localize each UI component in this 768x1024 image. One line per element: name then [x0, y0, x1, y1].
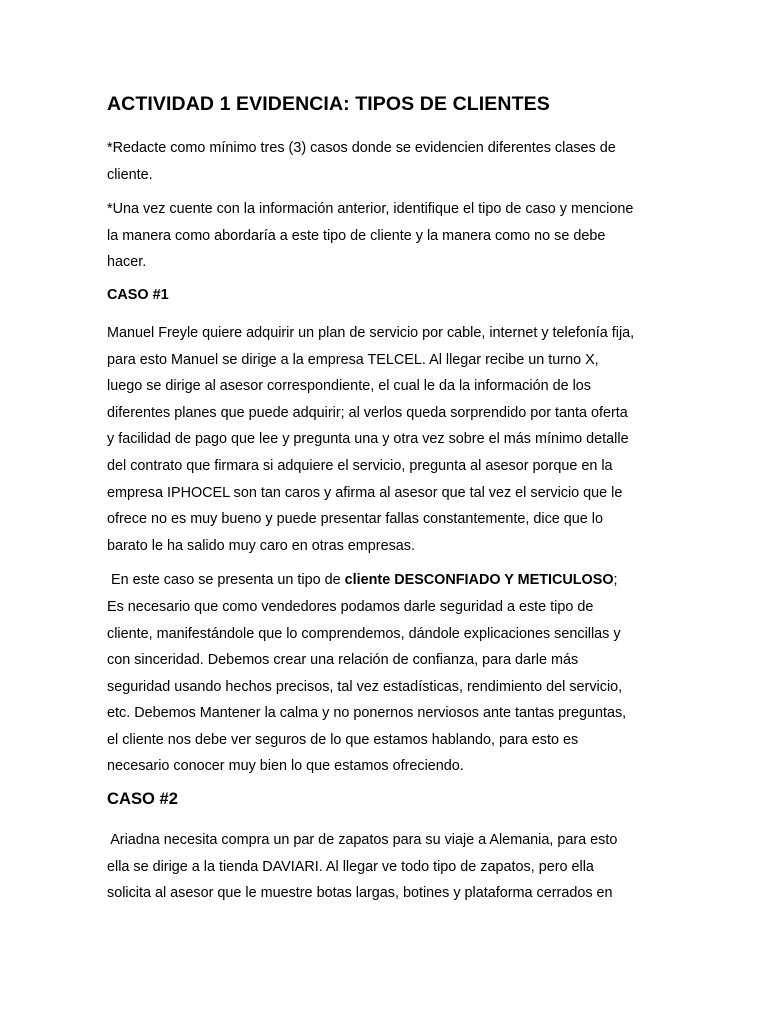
text-line: la manera como abordaría a este tipo de cliente y la manera como no se debe — [107, 227, 606, 244]
text-line: con sinceridad. Debemos crear una relación de confianza, para darle más — [107, 652, 579, 669]
text-line: Manuel Freyle quiere adquirir un plan de servicio por cable, internet y telefonía fija, — [107, 324, 635, 341]
text-line: cliente, manifestándole que lo comprendemos, dándole explicaciones sencillas y — [107, 625, 621, 642]
text-line: hacer. — [107, 254, 147, 271]
document-title: ACTIVIDAD 1 EVIDENCIA: TIPOS DE CLIENTES — [107, 93, 550, 115]
text-line: Es necesario que como vendedores podamos darle seguridad a este tipo de — [107, 598, 594, 615]
analysis-prefix: En este caso se presenta un tipo de — [107, 572, 345, 589]
text-line: del contrato que firmara si adquiere el servicio, pregunta al asesor porque en la — [107, 457, 613, 474]
document-body — [107, 92, 667, 915]
analysis-suffix: ; — [613, 572, 618, 589]
caso-1-analysis — [107, 567, 667, 780]
text-line: ella se dirige a la tienda DAVIARI. Al llegar ve todo tipo de zapatos, pero ella — [107, 858, 594, 875]
text-line: el cliente nos debe ver seguros de lo que estamos hablando, para esto es — [107, 731, 579, 748]
text-line: etc. Debemos Mantener la calma y no ponernos nerviosos ante tantas preguntas, — [107, 705, 627, 722]
caso-1-heading: CASO #1 — [107, 286, 169, 303]
text-line: cliente. — [107, 166, 153, 183]
text-line: empresa IPHOCEL son tan caros y afirma al asesor que tal vez el servicio que le — [107, 484, 623, 501]
caso-2-story — [107, 827, 667, 907]
text-line — [107, 567, 667, 594]
text-line: solicita al asesor que le muestre botas largas, botines y plataforma cerrados en — [107, 885, 613, 902]
text-line: diferentes planes que puede adquirir; al verlos queda sorprendido por tanta oferta — [107, 404, 628, 421]
instruction-paragraph-1 — [107, 135, 667, 188]
text-line: seguridad usando hechos precisos, tal vez estadísticas, rendimiento del servicio, — [107, 678, 623, 695]
text-line: *Redacte como mínimo tres (3) casos donde se evidencien diferentes clases de — [107, 140, 616, 156]
text-line: Ariadna necesita compra un par de zapatos para su viaje a Alemania, para esto — [107, 832, 618, 849]
caso-2-heading: CASO #2 — [107, 789, 179, 809]
text-line: necesario conocer muy bien lo que estamos ofreciendo. — [107, 758, 464, 775]
text-line: y facilidad de pago que lee y pregunta una y otra vez sobre el más mínimo detalle — [107, 431, 629, 448]
client-type-label: cliente DESCONFIADO Y METICULOSO — [344, 572, 614, 589]
text-line: luego se dirige al asesor correspondiente, el cual le da la información de los — [107, 378, 591, 395]
caso-1-story — [107, 320, 667, 559]
text-line: *Una vez cuente con la información anterior, identifique el tipo de caso y mencione — [107, 201, 634, 218]
text-line: para esto Manuel se dirige a la empresa TELCEL. Al llegar recibe un turno X, — [107, 351, 599, 368]
text-line: barato le ha salido muy caro en otras empresas. — [107, 537, 415, 554]
instruction-paragraph-2 — [107, 196, 667, 276]
text-line: ofrece no es muy bueno y puede presentar fallas constantemente, dice que lo — [107, 511, 603, 528]
